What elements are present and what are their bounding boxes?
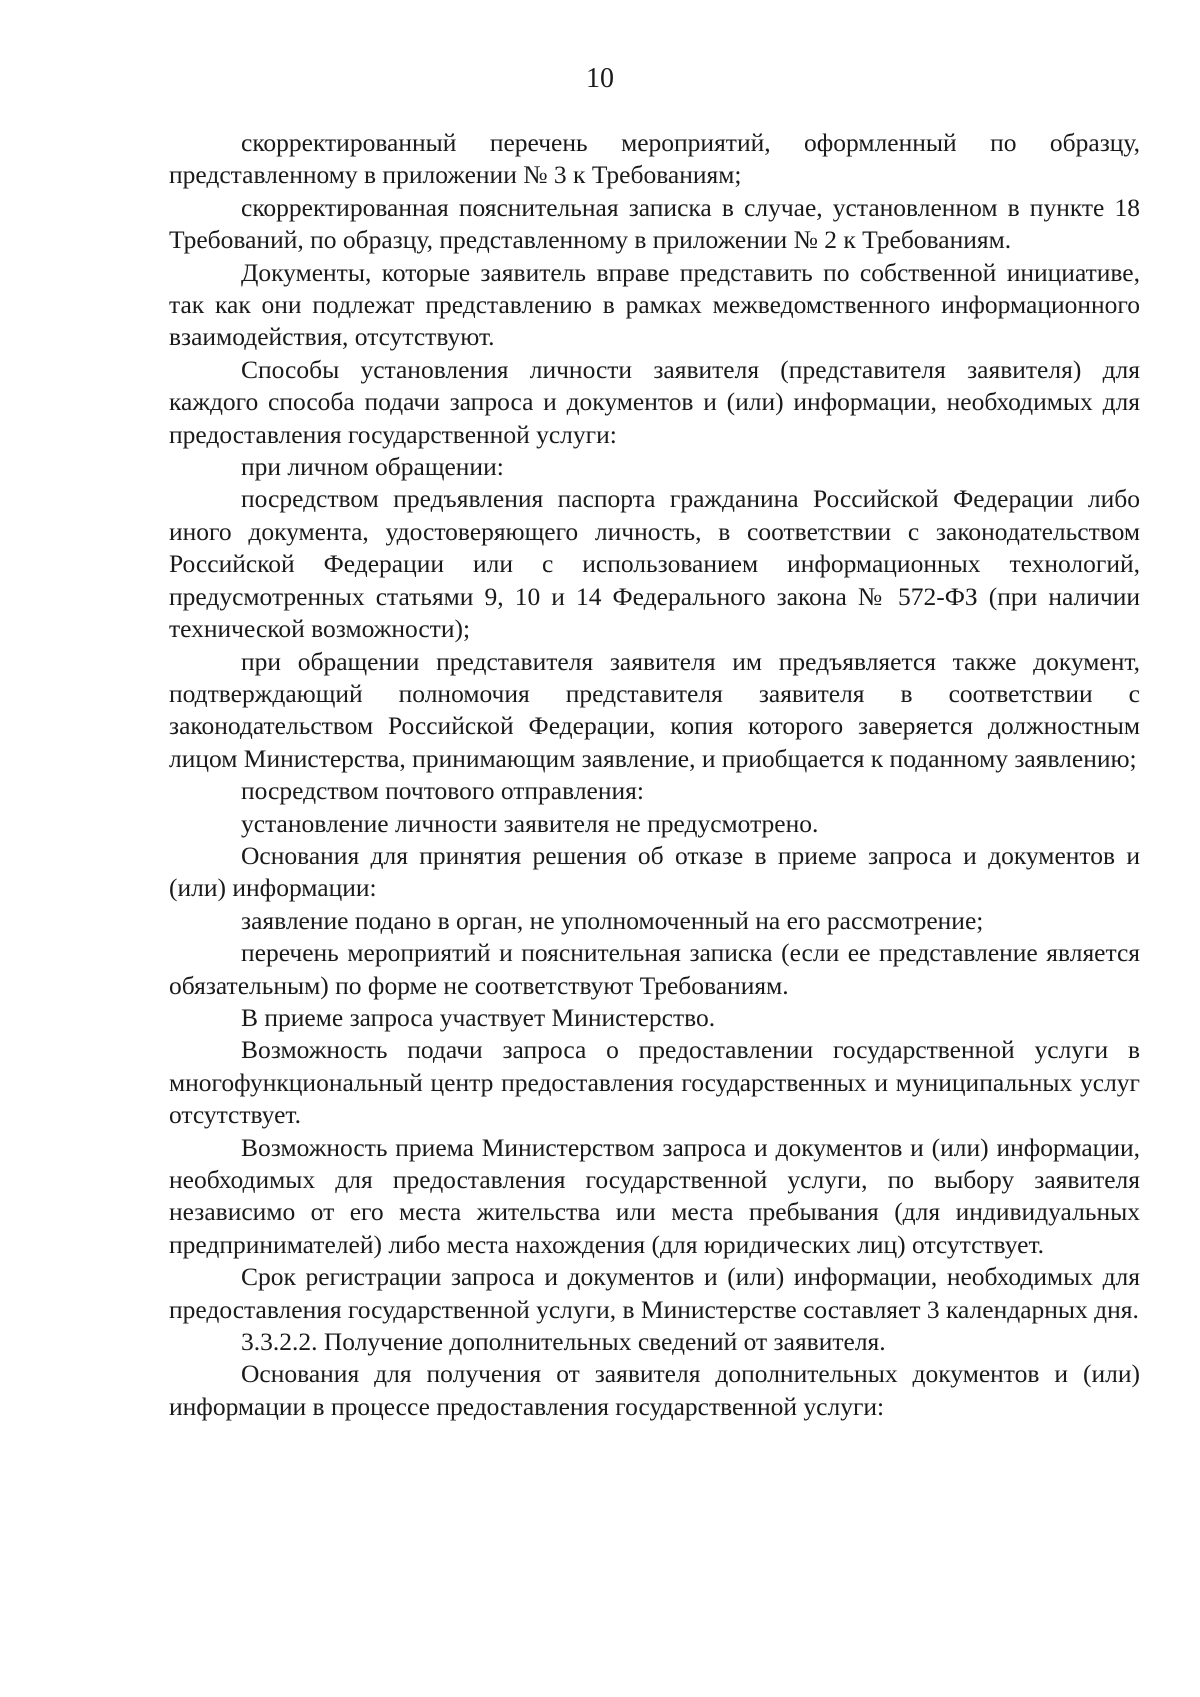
paragraph: скорректированная пояснительная записка в случае, установленном в пункте 18 Требований, по образцу, представленному в приложении № 2 к Требованиям. — [169, 192, 1140, 255]
paragraph: при личном обращении: — [241, 452, 504, 482]
paragraph: В приеме запроса участвует Министерство. — [241, 1002, 716, 1032]
paragraph: Срок регистрации запроса и документов и (или) информации, необходимых для предоставления государственной услуги, в Министерстве составляет 3 календарных дня. — [169, 1262, 1140, 1324]
document-body — [169, 127, 1140, 1423]
paragraph: перечень мероприятий и пояснительная записка (если ее представление является обязательным) по форме не соответствуют Требованиям. — [169, 938, 1140, 1000]
paragraph: установление личности заявителя не предусмотрено. — [241, 808, 819, 838]
paragraph: Возможность приема Министерством запроса и документов и (или) информации, необходимых для предоставления государственной услуги, по выбору заявителя независимо от его места жительства или места пребывания (для индивидуальных предпринимателей) либо места нахождения (для юридических лиц) отсутствует. — [169, 1132, 1140, 1259]
page-number: 10 — [586, 63, 614, 94]
paragraph: заявление подано в орган, не уполномоченный на его рассмотрение; — [241, 905, 984, 935]
paragraph: Основания для получения от заявителя дополнительных документов и (или) информации в процессе предоставления государственной услуги: — [169, 1359, 1140, 1421]
paragraph: Основания для принятия решения об отказе в приеме запроса и документов и (или) информации: — [169, 840, 1140, 903]
paragraph: Документы, которые заявитель вправе представить по собственной инициативе, так как они подлежат представлению в рамках межведомственного информационного взаимодействия, отсутствуют. — [169, 257, 1140, 352]
section-heading: 3.3.2.2. Получение дополнительных сведений от заявителя. — [241, 1327, 886, 1357]
paragraph: Возможность подачи запроса о предоставлении государственной услуги в многофункциональный центр предоставления государственных и муниципальных услуг отсутствует. — [169, 1035, 1140, 1130]
paragraph: посредством почтового отправления: — [241, 776, 644, 806]
paragraph: скорректированный перечень мероприятий, оформленный по образцу, представленному в приложении № 3 к Требованиям; — [169, 128, 1140, 190]
paragraph: посредством предъявления паспорта гражданина Российской Федерации либо иного документа, удостоверяющего личность, в соответствии с законодательством Российской Федерации или с использованием информационных технологий, предусмотренных статьями 9, 10 и 14 Федерального закона № 572-ФЗ (при наличии технической возможности); — [169, 484, 1140, 644]
paragraph: Способы установления личности заявителя (представителя заявителя) для каждого способа подачи запроса и документов и (или) информации, необходимых для предоставления государственной услуги: — [169, 354, 1140, 449]
paragraph: при обращении представителя заявителя им предъявляется также документ, подтверждающий полномочия представителя заявителя в соответствии с законодательством Российской Федерации, копия которого заверяется должностным лицом Министерства, принимающим заявление, и приобщается к поданному заявлению; — [169, 646, 1140, 773]
